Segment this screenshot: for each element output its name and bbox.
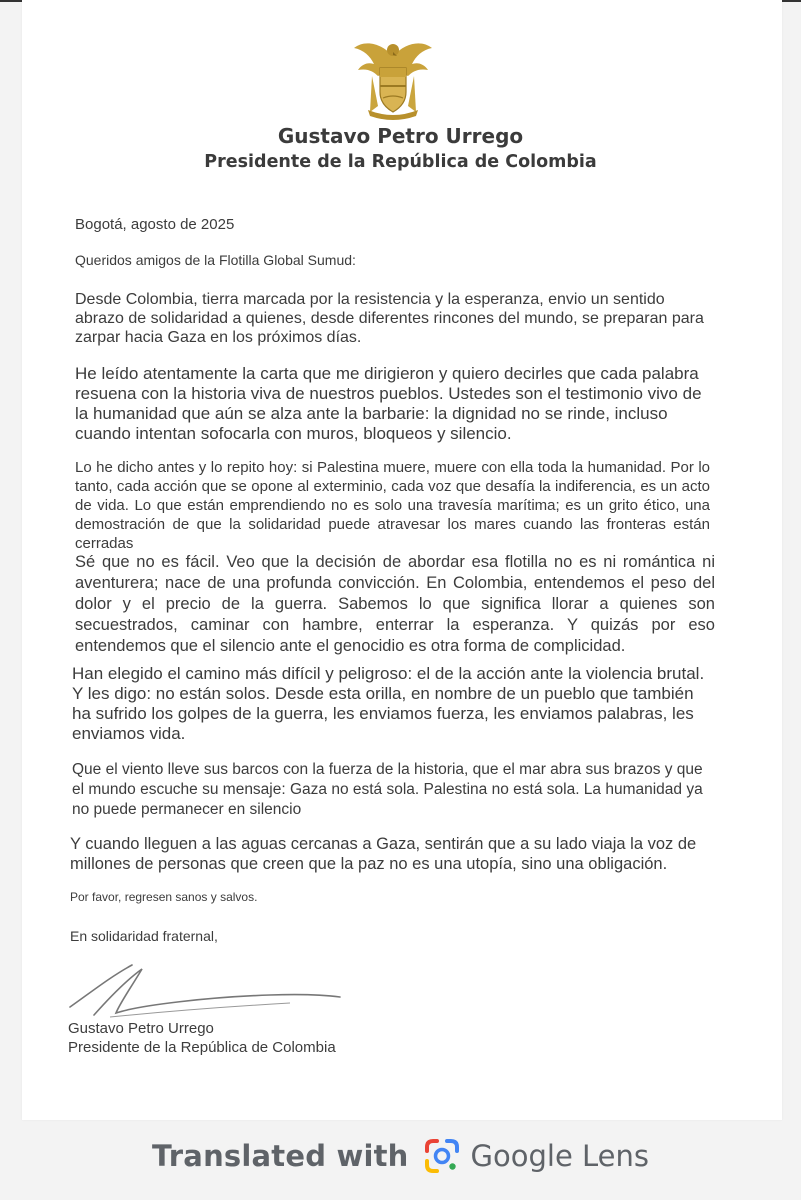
colombia-coat-of-arms-seal (350, 36, 436, 120)
signature-name: Gustavo Petro Urrego (68, 1020, 214, 1037)
letter-salutation: Queridos amigos de la Flotilla Global Sumud: (75, 252, 356, 268)
header-title: Presidente de la República de Colombia (204, 152, 597, 172)
google-lens-footer (0, 1134, 801, 1178)
letter-closing: En solidaridad fraternal, (70, 928, 218, 944)
google-lens-icon (423, 1137, 461, 1175)
letter-date: Bogotá, agosto de 2025 (75, 216, 235, 233)
letter-paragraph-6: Que el viento lleve sus barcos con la fuerza de la historia, que el mar abra sus brazos y que el mundo escuche su mensaje: Gaza no está sola. Palestina no está sola. La humanidad ya no puede permanecer en silencio (72, 761, 703, 818)
translated-with-label: Translated with (152, 1139, 409, 1173)
letter-paragraph-4: Sé que no es fácil. Veo que la decisión de abordar esa flotilla no es ni romántica ni aventurera; nace de una profunda convicción. En Colombia, entendemos el peso del dolor y el precio de la guerra. Sabemos lo que significa llorar a quienes son secuestrados, caminar con hambre, enterrar la esperanza. Y quizás por eso entendemos que el silencio ante el genocidio es otra forma de complicidad. (75, 553, 715, 655)
letter-paragraph-2: He leído atentamente la carta que me dirigieron y quiero decirles que cada palabra resuena con la historia viva de nuestros pueblos. Ustedes son el testimonio vivo de la humanidad que aún se alza ante la barbarie: la dignidad no se rinde, incluso cuando intentan sofocarla con muros, bloqueos y silencio. (75, 364, 702, 443)
letter-paragraph-5: Han elegido el camino más difícil y peligroso: el de la acción ante la violencia brutal. Y les digo: no están solos. Desde esta orilla, en nombre de un pueblo que también ha sufrido los golpes de la guerra, les enviamos fuerza, les enviamos palabras, les enviamos vida. (72, 664, 705, 743)
letter-paragraph-1: Desde Colombia, tierra marcada por la resistencia y la esperanza, envio un sentido abrazo de solidaridad a quienes, desde diferentes rincones del mundo, se preparan para zarpar hacia Gaza en los próximos días. (75, 291, 704, 346)
google-lens-brand: Google Lens (470, 1139, 649, 1173)
signature-title: Presidente de la República de Colombia (68, 1039, 336, 1056)
letter-paragraph-3: Lo he dicho antes y lo repito hoy: si Palestina muere, muere con ella toda la humanidad. Por lo tanto, cada acción que se opone al exterminio, cada voz que desafía la indiferencia, es un acto de vida. Lo que están emprendiendo no es solo una travesía marítima; es un grito ético, una demostración de que la solidaridad puede atravesar los mares cuando las fronteras están cerradas (75, 459, 710, 552)
letter-please-note: Por favor, regresen sanos y salvos. (70, 890, 258, 904)
header-name: Gustavo Petro Urrego (277, 124, 524, 148)
letter-paragraph-7: Y cuando lleguen a las aguas cercanas a Gaza, sentirán que a su lado viaja la voz de millones de personas que creen que la paz no es una utopía, sino una obligación. (70, 835, 697, 873)
